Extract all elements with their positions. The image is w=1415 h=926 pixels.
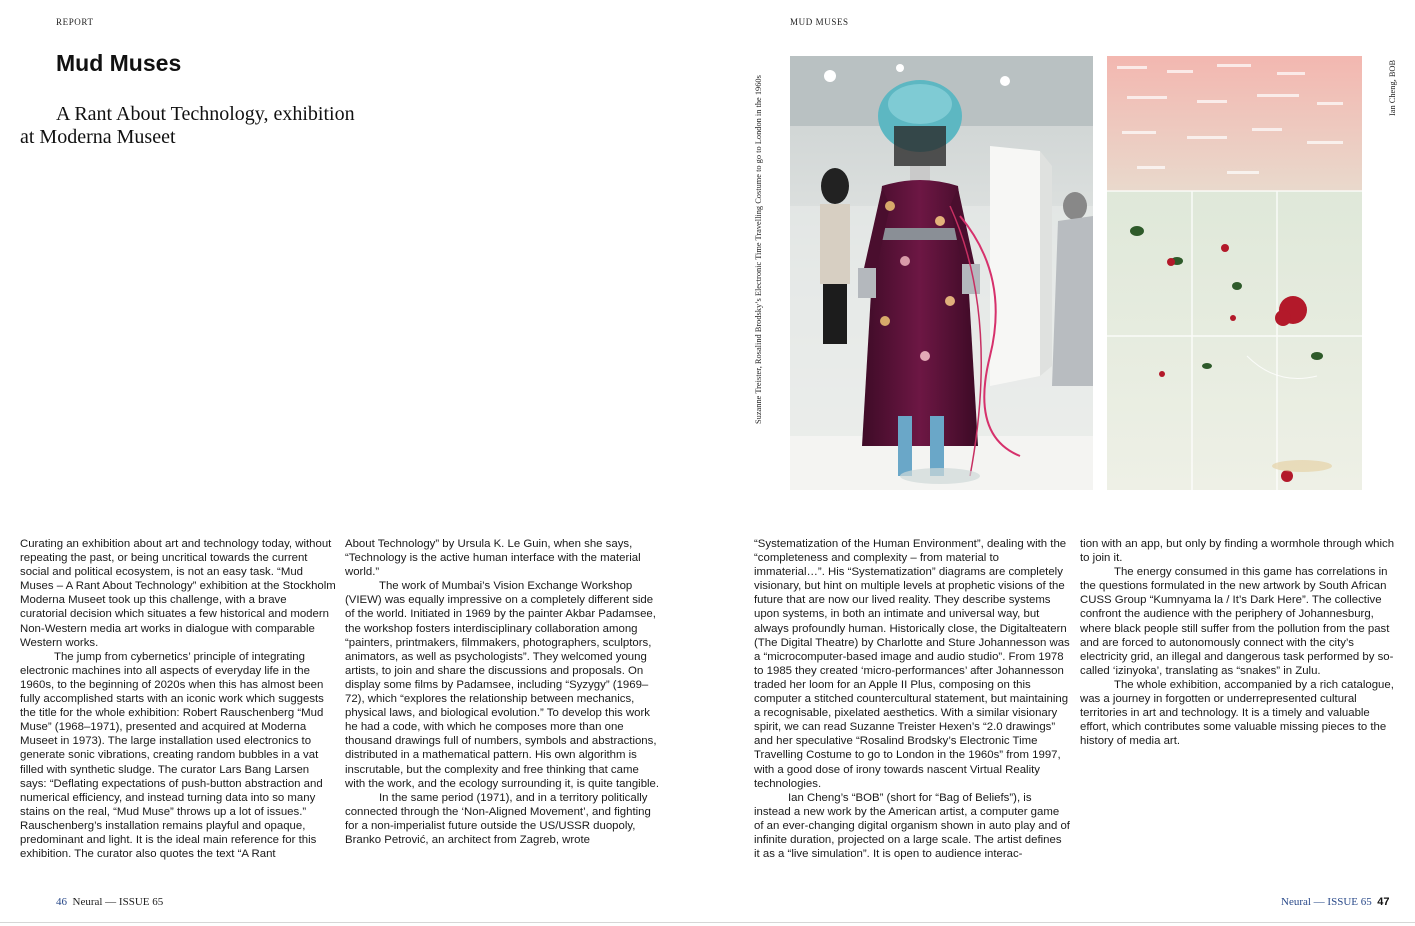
text-column-3 xyxy=(754,537,1070,861)
mannequin-photo-image xyxy=(790,56,1093,490)
paragraph: The jump from cybernetics’ principle of integrating electronic machines into all aspects of everyday life in the 1960s, to the beginning of 2020s when this has almost been fully accomplished starts with an iconic work which suggests the title for the whole exhibition: Robert Rauschenberg “Mud Muse” (1968–1971), presented and acquired at Moderna Museet in 1973). The large installation used electronics to generate sonic vibrations, creating random bubbles in a vat filled with synthetic sludge. The curator Lars Bang Larsen says: “Deflating expectations of push-button abstraction and numerical efficiency, and instead turning data into so many stains on the real, “Mud Muse” throws up a lot of issues.” Rauschenberg’s installation remains playful and opaque, predominant and light. It is the ideal main reference for this exhibition. The curator also quotes the text “A Rant xyxy=(20,650,324,861)
paragraph: Ian Cheng’s “BOB” (short for “Bag of Beliefs”), is instead a new work by the American artist, a computer game of an ever-changing digital organism shown in auto play and of infinite duration, projected on a large scale. The artist defines it as a “live simulation”. It is open to audience interac- xyxy=(754,791,1070,861)
paragraph: Curating an exhibition about art and technology today, without repeating the past, or being uncritical towards the current social and political ecosystem, is not an easy task. “Mud Muses – A Rant About Technology” exhibition at the Stockholm Moderna Museet took up this challenge, with a brave curatorial decision which situates a few historical and modern Non-Western media art works in dialogue with comparable Western works. xyxy=(20,538,336,649)
text-column-1 xyxy=(20,537,336,861)
folio-left xyxy=(56,896,163,908)
paragraph: “Systematization of the Human Environment”, dealing with the “completeness and complexity – from material to immaterial…”. His “Systematization” diagrams are completely visionary, but hint on multiple levels at prophetic visions of the future that are now our lived reality. They describe systems upon systems, in both an intimate and universal way, but always profoundly human. Historically close, the Digitalteatern (The Digital Theatre) by Charlotte and Sture Johannesson was a “microcomputer-based image and audio studio”. From 1978 to 1985 they created ‘micro-performances’ after Johannesson traded her loom for an Apple II Plus, composing on this computer a stitched countercultural statement, but maintaining a recognisable, pixelated aesthetics. With a similar visionary spirit, we can read Suzanne Treister Hexen’s “2.0 drawings” and her speculative “Rosalind Brodsky’s Electronic Time Travelling Costume to go to London in the 1960s” from 1997, with a good dose of irony towards nascent Virtual Reality technologies. xyxy=(754,538,1070,790)
folio-right xyxy=(1281,896,1390,908)
paragraph: In the same period (1971), and in a territory politically connected through the ‘Non-Aligned Movement’, and fighting for a non-imperialist future outside the US/USSR duopoly, Branko Petrović, an architect from Zagreb, wrote xyxy=(345,791,651,846)
subtitle-line-1: A Rant About Technology, exhibition xyxy=(56,103,355,125)
page-number-left: 46 xyxy=(56,896,67,908)
section-label-left: REPORT xyxy=(56,17,94,27)
issue-label-left: Neural — ISSUE 65 xyxy=(72,896,164,908)
text-column-4 xyxy=(1080,537,1396,748)
photo-treister-costume xyxy=(790,56,1093,490)
article-title: Mud Muses xyxy=(56,50,182,76)
article-subtitle xyxy=(20,103,440,149)
paragraph: The work of Mumbai’s Vision Exchange Workshop (VIEW) was equally impressive on a completely different side of the world. Initiated in 1969 by the painter Akbar Padamsee, the workshop fosters interdisciplinary collaboration among “painters, printmakers, filmmakers, photographers, sculptors, animators, as well as psychologists”. They welcomed young artists, to join and share the discussions and proposals. On display some films by Padamsee, including “Syzygy” (1969–72), which “explores the relationship between mechanics, physical laws, and biological evolution.” To develop this work he had a code, with which he composes more than one thousand drawings full of numbers, symbols and abstractions, distributed in a mathematical pattern. His own algorithm is inscrutable, but the complexity and free thinking that came with the work, and the ecology surrounding it, is quite tangible. xyxy=(345,580,660,790)
page-number-right: 47 xyxy=(1377,896,1390,908)
photo-caption-cheng: Ian Cheng, BOB xyxy=(1388,59,1397,116)
bob-photo-image xyxy=(1107,56,1362,490)
page-bottom-rule xyxy=(0,922,1415,923)
paragraph: The whole exhibition, accompanied by a rich catalogue, was a journey in forgotten or underrepresented cultural territories in art and technology. It is a timely and valuable effort, which contributes some valuable missing pieces to the history of media art. xyxy=(1080,678,1394,748)
subtitle-line-2: at Moderna Museet xyxy=(20,126,176,148)
photo-cheng-bob xyxy=(1107,56,1362,490)
text-column-2 xyxy=(345,537,661,847)
photo-caption-treister: Suzanne Treister, Rosalind Brodsky’s Electronic Time Travelling Costume to go to London in the 1960s xyxy=(754,75,763,424)
issue-label-right: Neural — ISSUE 65 xyxy=(1281,896,1372,908)
paragraph: The energy consumed in this game has correlations in the questions formulated in the new artwork by South African CUSS Group “Kumnyama la / It’s Dark Here”. The collective confront the audience with the periphery of Johannesburg, where black people still suffer from the pollution from the past and are forced to autonomously connect with the city’s electricity grid, an illegal and dangerous task performed by so-called ‘izinyoka’, translating as “snakes” in Zulu. xyxy=(1080,566,1394,677)
paragraph: tion with an app, but only by finding a wormhole through which to join it. xyxy=(1080,538,1395,565)
paragraph: About Technology” by Ursula K. Le Guin, when she says, “Technology is the active human interface with the material world.” xyxy=(345,538,641,579)
section-label-right: MUD MUSES xyxy=(790,17,849,27)
